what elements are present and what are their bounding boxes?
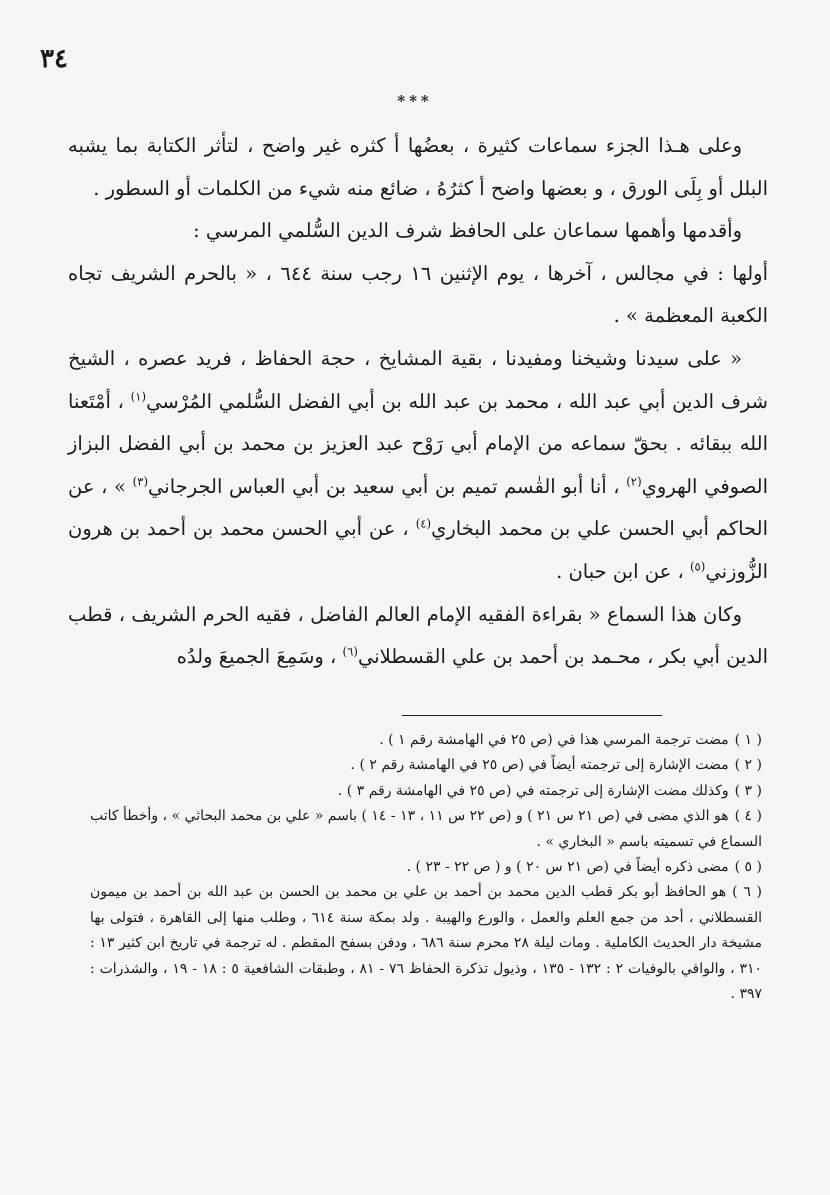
footnote-number: ( ٣ )	[734, 782, 762, 799]
footnote-text: وكذلك مضت الإشارة إلى ترجمته في (ص ٢٥ في الهامشة رقم ٣ ) .	[337, 782, 729, 799]
footnote-number: ( ٢ )	[734, 757, 762, 774]
paragraph-intro: وعلى هـذا الجزء سماعات كثيرة ، بعضُها أ كثره غير واضح ، لتأثر الكتابة بما يشبه البلل أو بِلَى الورق ، و بعضها واضح أ كثرُهُ ، ضائع منه شيء من الكلمات أو السطور .	[68, 134, 768, 200]
footnotes	[90, 728, 762, 1007]
paragraph-reading	[68, 594, 768, 679]
quote-part-3: ، أنا أبو القٰسم تميم بن أبي سعيد بن أبي العباس الجرجاني	[148, 474, 620, 498]
reading-part-1: وكان هذا السماع « بقراءة الفقيه الإمام العالم الفاضل ، فقيه الحرم الشريف ، قطب الدين أبي بكر ، محـمد بن أحمد بن علي القسطلاني	[68, 602, 768, 669]
footnote-number: ( ١ )	[734, 732, 762, 748]
paragraph-first-sama: أولها : في مجالس ، آخرها ، يوم الإثنين ١٦ رجب سنة ٦٤٤ ، « بالحرم الشريف تجاه الكعبة المعظمة » .	[68, 261, 768, 328]
quote-part-1: « على سيدنا وشيخنا ومفيدنا ، بقية المشايخ ، حجة الحفاظ ، فريد عصره ، الشيخ شرف الدين أبي عبد الله ، محمد بن عبد الله بن أبي الفضل السُّلمي المُرْسي	[68, 346, 769, 413]
footnote-text: مضت ترجمة المرسي هذا في (ص ٢٥ في الهامشة رقم ١ ) .	[379, 732, 729, 748]
footnote-4	[90, 804, 762, 855]
paragraph-quote	[68, 338, 768, 594]
footnote-text: مضى ذكره أيضاً في (ص ٢١ س ٢٠ ) و ( ص ٢٢ - ٢٣ ) .	[406, 859, 729, 876]
section-separator: ***	[397, 92, 433, 110]
paragraph-samaat: وأقدمها وأهمها سماعان على الحافظ شرف الدين السُّلمي المرسي :	[193, 219, 742, 243]
footnote-number: ( ٥ )	[734, 859, 762, 876]
note-ref-6: (٦)	[342, 644, 358, 659]
reading-part-2: ، وسَمِعَ الجميعَ ولدُه	[176, 645, 337, 669]
footnote-3	[90, 779, 762, 804]
page-number: ٣٤	[40, 44, 68, 74]
footnote-divider	[402, 715, 662, 716]
quote-part-4: » ، عن الحاكم أبي الحسن علي بن محمد البخاري	[68, 474, 769, 541]
footnote-text: هو الحافظ أبو بكر قطب الدين محمد بن أحمد بن علي بن محمد بن الحسن بن عبد الله بن أحمد بن ميمون القسطلاني ، أحد من جمع العلم والعمل ، والورع والهيبة . ولد بمكة سنة ٦١٤ ، وطلب منها إلى القاهرة ، فتولى بها مشيخة دار الحديث الكاملية . ومات ليلة ٢٨ محرم سنة ٦٨٦ ، ودفن بسفح المقطم . له ترجمة في تاريخ ابن كثير ١٣ : ٣١٠ ، والوافي بالوفيات ٢ : ١٣٢ - ١٣٥ ، وذيول تذكرة الحفاظ ٧٦ - ٨١ ، وطبقات الشافعية ٥ : ١٨ - ١٩ ، والشذرات : ٣٩٧ .	[90, 884, 763, 1003]
quote-part-2: ، أمْتَعنا الله ببقائه . بحقّ سماعه من الإمام أبي رَوْح عبد العزيز بن محمد بن أبي الفضل البزاز الصوفي الهروي	[68, 389, 768, 498]
footnote-6	[90, 880, 762, 1007]
note-ref-2: (٢)	[626, 474, 642, 489]
footnote-number: ( ٤ )	[734, 808, 762, 825]
quote-part-5: ، عن أبي الحسن محمد بن أحمد بن هرون الزُّوزني	[68, 517, 768, 583]
note-ref-4: (٤)	[415, 516, 432, 531]
footnote-2	[90, 753, 762, 778]
footnote-5	[90, 855, 762, 880]
note-ref-5: (٥)	[689, 559, 706, 574]
footnote-text: مضت الإشارة إلى ترجمته أيضاً في (ص ٢٥ في الهامشة رقم ٢ ) .	[350, 757, 729, 774]
note-ref-1: (١)	[130, 389, 147, 404]
main-text	[68, 125, 768, 679]
footnote-number: ( ٦ )	[732, 884, 762, 901]
footnote-1	[90, 728, 762, 753]
quote-part-6: ، عن ابن حبان .	[556, 559, 684, 583]
footnote-text: هو الذي مضى في (ص ٢١ س ٢١ ) و (ص ٢٢ س ١١ ، ١٣ - ١٤ ) باسم « علي بن محمد البحاثي » ، وأخطأ كاتب السماع في تسميته باسم « البخاري » .	[90, 808, 762, 850]
note-ref-3: (٣)	[132, 474, 149, 489]
